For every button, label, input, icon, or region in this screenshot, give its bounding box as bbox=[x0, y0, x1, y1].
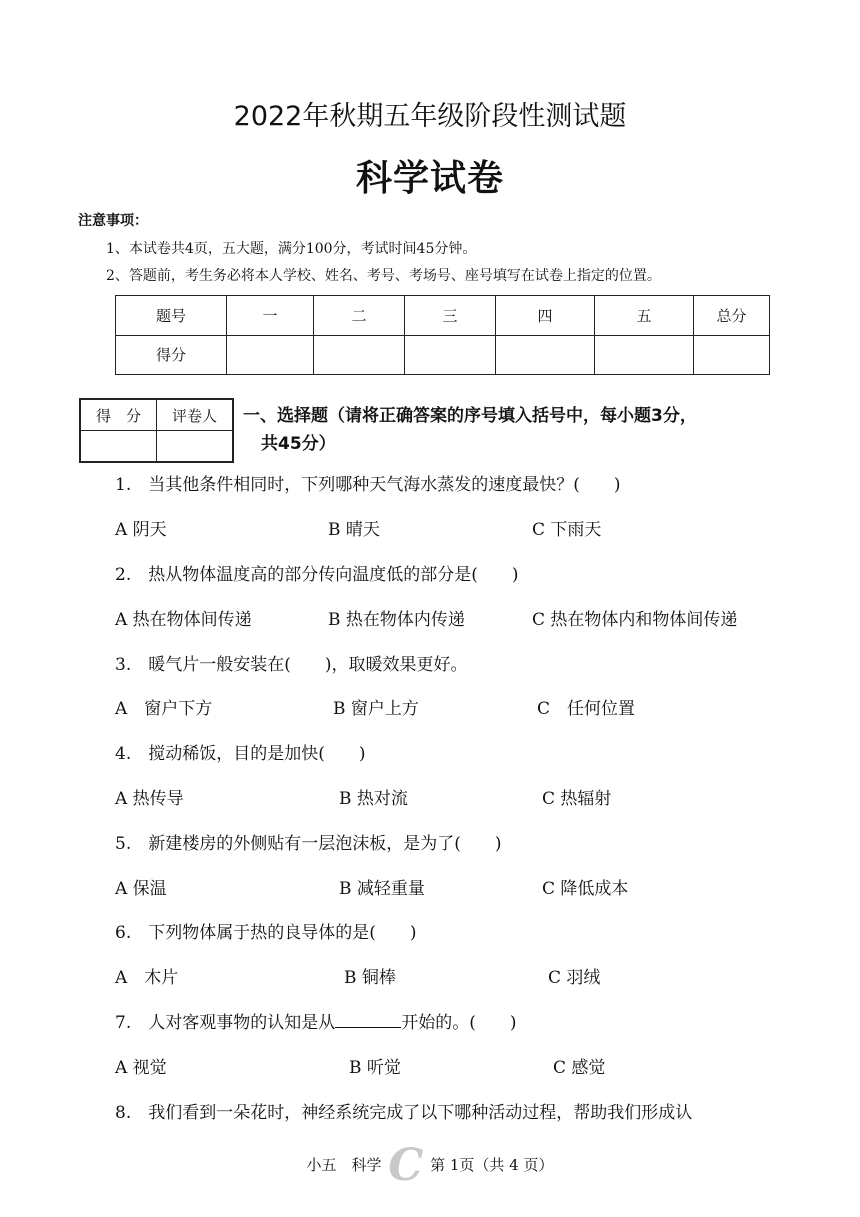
score-cell[interactable] bbox=[496, 335, 595, 375]
q3-option-c[interactable]: C 任何位置 bbox=[537, 699, 636, 719]
score-header-cell: 一 bbox=[227, 296, 314, 336]
footer-grade-subject: 小五 科学 bbox=[306, 1156, 382, 1174]
question-2: 2. 热从物体温度高的部分传向温度低的部分是( ) bbox=[115, 565, 519, 585]
q2-option-b[interactable]: B 热在物体内传递 bbox=[328, 610, 465, 630]
score-header-cell: 四 bbox=[496, 296, 595, 336]
q4-option-a[interactable]: A 热传导 bbox=[115, 789, 184, 809]
q6-option-b[interactable]: B 铜棒 bbox=[344, 968, 396, 988]
section-1-title bbox=[243, 402, 803, 458]
watermark-logo: C bbox=[388, 1140, 424, 1191]
score-row-label: 得分 bbox=[116, 335, 227, 375]
q1-option-b[interactable]: B 晴天 bbox=[328, 520, 380, 540]
q3-option-b[interactable]: B 窗户上方 bbox=[333, 699, 419, 719]
question-7-text-end: 开始的。( ) bbox=[401, 1013, 517, 1033]
q6-option-a[interactable]: A 木片 bbox=[115, 968, 179, 988]
page-footer bbox=[0, 1140, 860, 1191]
question-7-text-start: 7. 人对客观事物的认知是从 bbox=[115, 1013, 336, 1033]
footer-page-number: 第 1页（共 4 页） bbox=[430, 1156, 554, 1174]
q1-option-a[interactable]: A 阴天 bbox=[115, 520, 167, 540]
q3-option-a[interactable]: A 窗户下方 bbox=[115, 699, 213, 719]
score-cell[interactable] bbox=[405, 335, 496, 375]
notice-item-2: 2、答题前，考生务必将本人学校、姓名、考号、考场号、座号填写在试卷上指定的位置。 bbox=[106, 268, 661, 284]
question-8: 8. 我们看到一朵花时，神经系统完成了以下哪种活动过程，帮助我们形成认 bbox=[115, 1103, 693, 1123]
exam-title: 2022年秋期五年级阶段性测试题 bbox=[233, 101, 627, 132]
grader-score-label: 得 分 bbox=[80, 399, 157, 431]
score-cell[interactable] bbox=[314, 335, 405, 375]
score-header-cell: 题号 bbox=[116, 296, 227, 336]
score-table-header-row bbox=[116, 296, 770, 336]
score-header-cell: 五 bbox=[595, 296, 694, 336]
q6-option-c[interactable]: C 羽绒 bbox=[548, 968, 601, 988]
q2-option-c[interactable]: C 热在物体内和物体间传递 bbox=[532, 610, 738, 630]
grader-box bbox=[79, 398, 234, 463]
question-1: 1. 当其他条件相同时，下列哪种天气海水蒸发的速度最快？( ) bbox=[115, 475, 621, 495]
score-cell[interactable] bbox=[595, 335, 694, 375]
q1-option-c[interactable]: C 下雨天 bbox=[532, 520, 602, 540]
q7-option-c[interactable]: C 感觉 bbox=[553, 1058, 606, 1078]
score-cell[interactable] bbox=[694, 335, 770, 375]
notice-item-1: 1、本试卷共4页，五大题，满分100分，考试时间45分钟。 bbox=[106, 241, 477, 257]
answer-blank[interactable] bbox=[335, 1011, 401, 1028]
grader-name-cell[interactable] bbox=[157, 431, 234, 463]
question-5: 5. 新建楼房的外侧贴有一层泡沫板，是为了( ) bbox=[115, 834, 502, 854]
q5-option-b[interactable]: B 减轻重量 bbox=[339, 879, 425, 899]
question-3: 3. 暖气片一般安装在( )，取暖效果更好。 bbox=[115, 655, 468, 675]
q5-option-a[interactable]: A 保温 bbox=[115, 879, 167, 899]
question-6: 6. 下列物体属于热的良导体的是( ) bbox=[115, 923, 417, 943]
section-1-title-line2: 共45分） bbox=[261, 434, 336, 454]
notice-heading: 注意事项： bbox=[78, 213, 148, 229]
score-cell[interactable] bbox=[227, 335, 314, 375]
q5-option-c[interactable]: C 降低成本 bbox=[542, 879, 629, 899]
section-1-title-line1: 一、选择题（请将正确答案的序号填入括号中，每小题3分， bbox=[243, 406, 697, 426]
grader-score-cell[interactable] bbox=[80, 431, 157, 463]
score-header-cell: 总分 bbox=[694, 296, 770, 336]
score-header-cell: 二 bbox=[314, 296, 405, 336]
score-header-cell: 三 bbox=[405, 296, 496, 336]
q4-option-b[interactable]: B 热对流 bbox=[339, 789, 408, 809]
exam-subtitle: 科学试卷 bbox=[355, 158, 504, 199]
q7-option-b[interactable]: B 听觉 bbox=[349, 1058, 401, 1078]
q4-option-c[interactable]: C 热辐射 bbox=[542, 789, 612, 809]
score-table bbox=[115, 295, 770, 375]
score-table-score-row bbox=[116, 335, 770, 375]
q2-option-a[interactable]: A 热在物体间传递 bbox=[115, 610, 252, 630]
q7-option-a[interactable]: A 视觉 bbox=[115, 1058, 167, 1078]
question-7 bbox=[115, 1008, 517, 1033]
question-4: 4. 搅动稀饭，目的是加快( ) bbox=[115, 744, 366, 764]
grader-name-label: 评卷人 bbox=[157, 399, 234, 431]
